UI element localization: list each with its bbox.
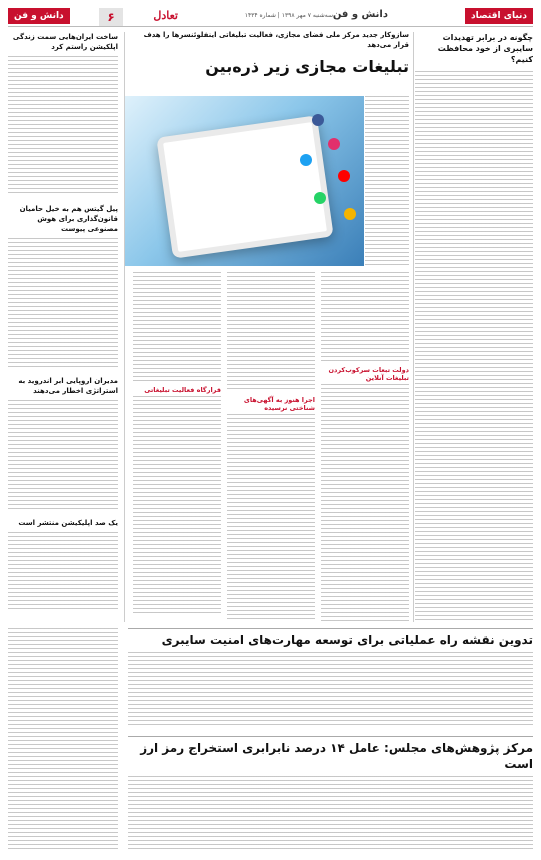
bottom-story-2-title: مرکز پژوهش‌های مجلس: عامل ۱۴ درصد نابرابری استخراج رمز ارز است: [140, 741, 533, 771]
lead-text-right: [365, 96, 409, 266]
lead-subhead-2: اجرا هنوز به آگهی‌های شناختی نرسیده: [243, 396, 315, 412]
page-number: ۶: [99, 8, 123, 26]
social-icon: [328, 138, 340, 150]
section-tag-left: دانش و فن: [8, 8, 70, 24]
section-tag-right: دنیای اقتصاد: [465, 8, 533, 24]
page-header: [8, 8, 533, 27]
news-item-title: یک صد اپلیکیشن منتشر است: [18, 519, 118, 527]
dateline: سه‌شنبه ۷ مهر ۱۳۹۸ | شماره ۱۴۳۴: [244, 12, 333, 19]
news-item-title: مدیران اروپایی ابر اندروید به استراتژی اخطار می‌دهند: [18, 377, 118, 395]
bottom-story-2: [128, 740, 533, 852]
lead-image: [124, 96, 364, 266]
right-column-title: چگونه در برابر تهدیدات سایبری از خود محافظت کنیم؟: [437, 33, 533, 64]
social-icon: [338, 170, 350, 182]
lead-title: تبلیغات مجازی زیر ذره‌بین: [205, 57, 409, 76]
lead-text-col-1: [321, 272, 409, 622]
lead-text-col-2: [227, 272, 315, 622]
social-icon: [312, 114, 324, 126]
bottom-story-1: [128, 632, 533, 732]
news-item-title: ساخت ایران‌هایی سمت زندگی اپلکیشن راستم کرد: [12, 33, 118, 51]
social-icon: [314, 192, 326, 204]
bottom-story-1-title: تدوین نقشه راه عملیاتی برای توسعه مهارت‌های امنیت سایبری: [161, 633, 533, 647]
left-column: [8, 32, 118, 622]
right-column-text: [415, 71, 533, 622]
left-column-bottom: [8, 628, 118, 852]
lead-text-col-3: [133, 272, 221, 622]
news-item-title: پیل گیتس هم به خیل حامیان قانون‌گذاری برای هوش مصنوعی پیوست: [19, 205, 118, 233]
newspaper-logo: تعادل: [153, 9, 178, 22]
column-divider: [124, 32, 125, 622]
column-divider: [413, 32, 414, 622]
lead-subhead-1: دولت تبعات سرکوب‌کردن تبلیغات آنلاین: [328, 366, 409, 382]
lead-kicker: سازوکار جدید مرکز ملی فضای مجازی، فعالیت تبلیغاتی اینفلوئنسرها را هدف قرار می‌دهد: [143, 31, 409, 49]
social-icon: [344, 208, 356, 220]
tablet-illustration: [156, 115, 333, 258]
social-icon: [300, 154, 312, 166]
section-title: دانش و فن: [332, 9, 388, 20]
lead-subhead-3: قرارگاه فعالیت تبلیغاتی: [144, 386, 221, 394]
right-column: [415, 32, 533, 622]
lead-headline-block: [129, 30, 409, 92]
